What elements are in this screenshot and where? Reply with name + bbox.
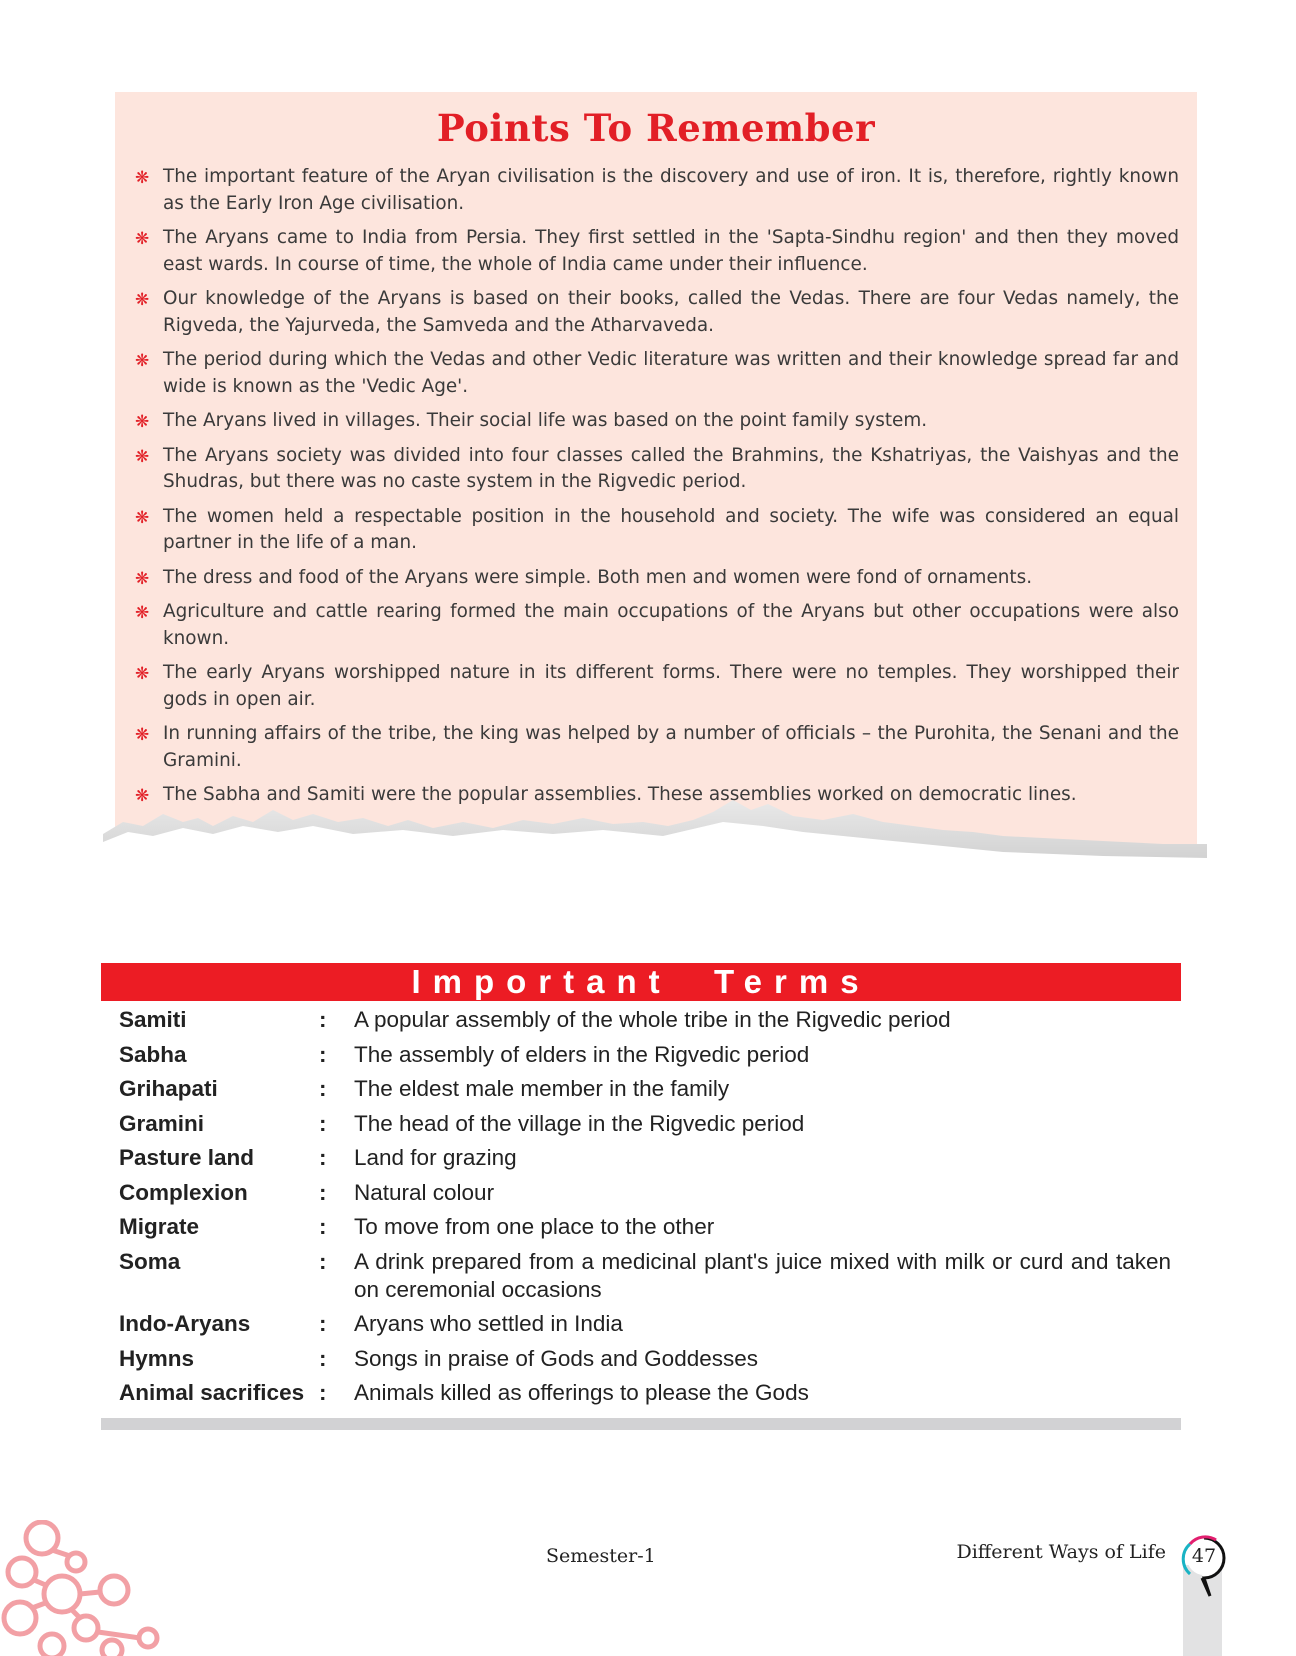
term-name: Complexion xyxy=(119,1179,248,1205)
term-separator: : xyxy=(319,1311,327,1336)
point-text: The Sabha and Samiti were the popular assemblies. These assemblies worked on democratic lines. xyxy=(163,784,1077,805)
point-text: The dress and food of the Aryans were simple. Both men and women were fond of ornaments. xyxy=(163,566,1033,588)
point-item xyxy=(133,660,1179,713)
term-definition: Land for grazing xyxy=(354,1145,517,1170)
term-name: Samiti xyxy=(119,1007,187,1032)
asterisk-bullet-icon: ❋ xyxy=(135,664,150,684)
term-row xyxy=(119,1246,1171,1309)
point-text: In running affairs of the tribe, the king was helped by a number of officials – the Purohita, the Senani and the Gramini. xyxy=(163,723,1179,771)
term-name: Hymns xyxy=(119,1345,195,1371)
term-name: Migrate xyxy=(119,1214,200,1239)
term-definition: Songs in praise of Gods and Goddesses xyxy=(354,1345,759,1371)
term-row xyxy=(119,1343,1171,1378)
point-item xyxy=(133,286,1179,339)
point-text: Agriculture and cattle rearing formed the main occupations of the Aryans but other occupations were also known. xyxy=(163,601,1179,649)
term-definition: Animals killed as offerings to please the Gods xyxy=(354,1380,809,1405)
term-separator: : xyxy=(319,1145,327,1170)
term-name: Animal sacrifices xyxy=(119,1380,305,1405)
term-row xyxy=(119,1211,1171,1246)
point-item xyxy=(133,408,1179,435)
term-separator: : xyxy=(319,1110,327,1136)
point-text: The early Aryans worshipped nature in its different forms. There were no temples. They worshipped their gods in open air. xyxy=(163,662,1179,710)
point-item xyxy=(133,721,1179,774)
asterisk-bullet-icon: ❋ xyxy=(135,229,150,249)
term-row xyxy=(119,1177,1171,1212)
points-to-remember-box xyxy=(115,92,1197,882)
points-to-remember-title: Points To Remember xyxy=(436,106,876,150)
term-name: Sabha xyxy=(119,1041,187,1067)
torn-paper-edge xyxy=(103,792,1207,882)
term-separator: : xyxy=(319,1214,327,1239)
points-list xyxy=(133,164,1179,817)
term-separator: : xyxy=(319,1345,327,1371)
term-row xyxy=(119,1004,1171,1039)
term-definition: Natural colour xyxy=(354,1179,495,1205)
term-separator: : xyxy=(319,1248,327,1274)
point-item xyxy=(133,164,1179,217)
term-row xyxy=(119,1308,1171,1343)
point-text: The women held a respectable position in the household and society. The wife was considered an equal partner in the life of a man. xyxy=(163,505,1179,553)
point-item xyxy=(133,565,1179,592)
asterisk-bullet-icon: ❋ xyxy=(135,507,150,528)
asterisk-bullet-icon: ❋ xyxy=(135,351,150,371)
chapter-title: Different Ways of Life xyxy=(956,1541,1166,1563)
point-item xyxy=(133,225,1179,278)
term-separator: : xyxy=(319,1007,327,1032)
asterisk-bullet-icon: ❋ xyxy=(135,568,150,589)
important-terms-header: Important Terms xyxy=(101,963,1181,1001)
term-row xyxy=(119,1142,1171,1177)
point-text: The Aryans society was divided into four classes called the Brahmins, the Kshatriyas, the Vaishyas and the Shudras, but there was no caste system in the Rigvedic period. xyxy=(163,444,1179,492)
page-number: 47 xyxy=(1191,1545,1217,1567)
point-text: The important feature of the Aryan civilisation is the discovery and use of iron. It is, therefore, rightly known as the Early Iron Age civilisation. xyxy=(163,166,1179,214)
term-name: Gramini xyxy=(119,1110,205,1136)
point-text: The Aryans lived in villages. Their social life was based on the point family system. xyxy=(163,410,928,431)
asterisk-bullet-icon: ❋ xyxy=(135,446,150,467)
point-text: The Aryans came to India from Persia. They first settled in the 'Sapta-Sindhu region' and then they moved east wards. In course of time, the whole of India came under their influence. xyxy=(163,227,1179,275)
term-definition: The head of the village in the Rigvedic period xyxy=(354,1110,805,1136)
point-item xyxy=(133,443,1179,496)
term-definition: A drink prepared from a medicinal plant's juice mixed with milk or curd and taken on ceremonial occasions xyxy=(354,1248,1171,1302)
term-definition: Aryans who settled in India xyxy=(354,1311,623,1336)
decorative-circles xyxy=(0,1520,180,1656)
term-name: Grihapati xyxy=(119,1076,218,1101)
term-definition: To move from one place to the other xyxy=(354,1214,715,1239)
asterisk-bullet-icon: ❋ xyxy=(135,786,150,806)
term-separator: : xyxy=(319,1179,327,1205)
point-item xyxy=(133,599,1179,652)
term-row xyxy=(119,1108,1171,1143)
term-name: Pasture land xyxy=(119,1145,255,1170)
term-row xyxy=(119,1377,1171,1412)
asterisk-bullet-icon: ❋ xyxy=(135,168,150,188)
terms-bottom-bar xyxy=(101,1418,1181,1430)
asterisk-bullet-icon: ❋ xyxy=(135,603,150,623)
point-item xyxy=(133,504,1179,557)
terms-table xyxy=(119,1004,1171,1412)
term-definition: The eldest male member in the family xyxy=(354,1076,730,1101)
term-name: Indo-Aryans xyxy=(119,1311,251,1336)
term-name: Soma xyxy=(119,1248,181,1274)
point-text: Our knowledge of the Aryans is based on their books, called the Vedas. There are four Vedas namely, the Rigveda, the Yajurveda, the Samveda and the Atharvaveda. xyxy=(163,288,1179,336)
term-row xyxy=(119,1039,1171,1074)
term-definition: A popular assembly of the whole tribe in the Rigvedic period xyxy=(354,1007,951,1032)
term-separator: : xyxy=(319,1041,327,1067)
point-text: The period during which the Vedas and other Vedic literature was written and their knowledge spread far and wide is known as the 'Vedic Age'. xyxy=(163,349,1179,397)
term-row xyxy=(119,1073,1171,1108)
semester-label: Semester-1 xyxy=(546,1545,656,1567)
asterisk-bullet-icon: ❋ xyxy=(135,412,150,432)
term-definition: The assembly of elders in the Rigvedic period xyxy=(354,1041,810,1067)
asterisk-bullet-icon: ❋ xyxy=(135,725,150,745)
term-separator: : xyxy=(319,1380,327,1405)
asterisk-bullet-icon: ❋ xyxy=(135,290,150,310)
point-item xyxy=(133,347,1179,400)
term-separator: : xyxy=(319,1076,327,1101)
